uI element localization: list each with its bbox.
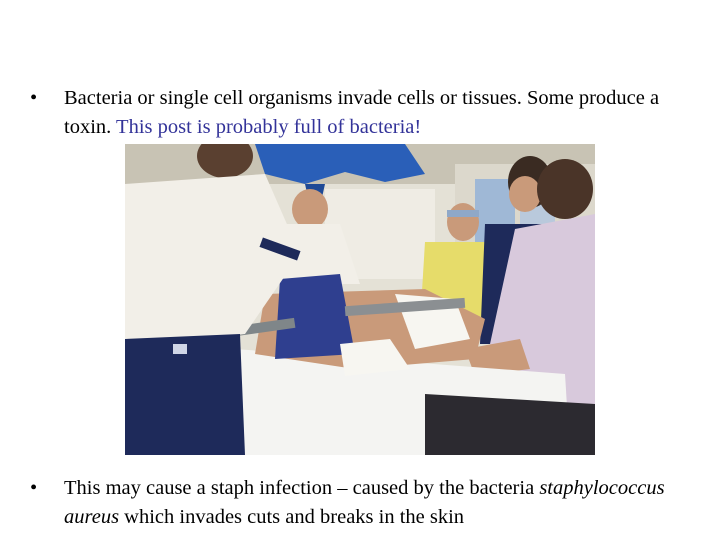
hospital-photo — [125, 144, 595, 455]
bullet-2-end-text: which invades cuts and breaks in the skin — [124, 506, 465, 528]
bullet-marker: • — [30, 87, 38, 109]
bullet-1-text — [64, 84, 702, 142]
bullet-2-main-text: This may cause a staph infection – caused by the bacteria — [64, 477, 535, 499]
bullet-2-text — [64, 474, 702, 532]
bullet-marker: • — [30, 477, 38, 499]
bullet-1-main-text: Bacteria or single cell organisms invade cells or tissues. Some produce a toxin. — [64, 87, 660, 138]
bullet-point-1 — [30, 84, 702, 142]
bullet-1-highlight-text: This post is probably full of bacteria! — [116, 116, 422, 138]
bullet-2-species-name: staphylococcus aureus — [64, 477, 665, 528]
bullet-point-2 — [30, 474, 702, 532]
